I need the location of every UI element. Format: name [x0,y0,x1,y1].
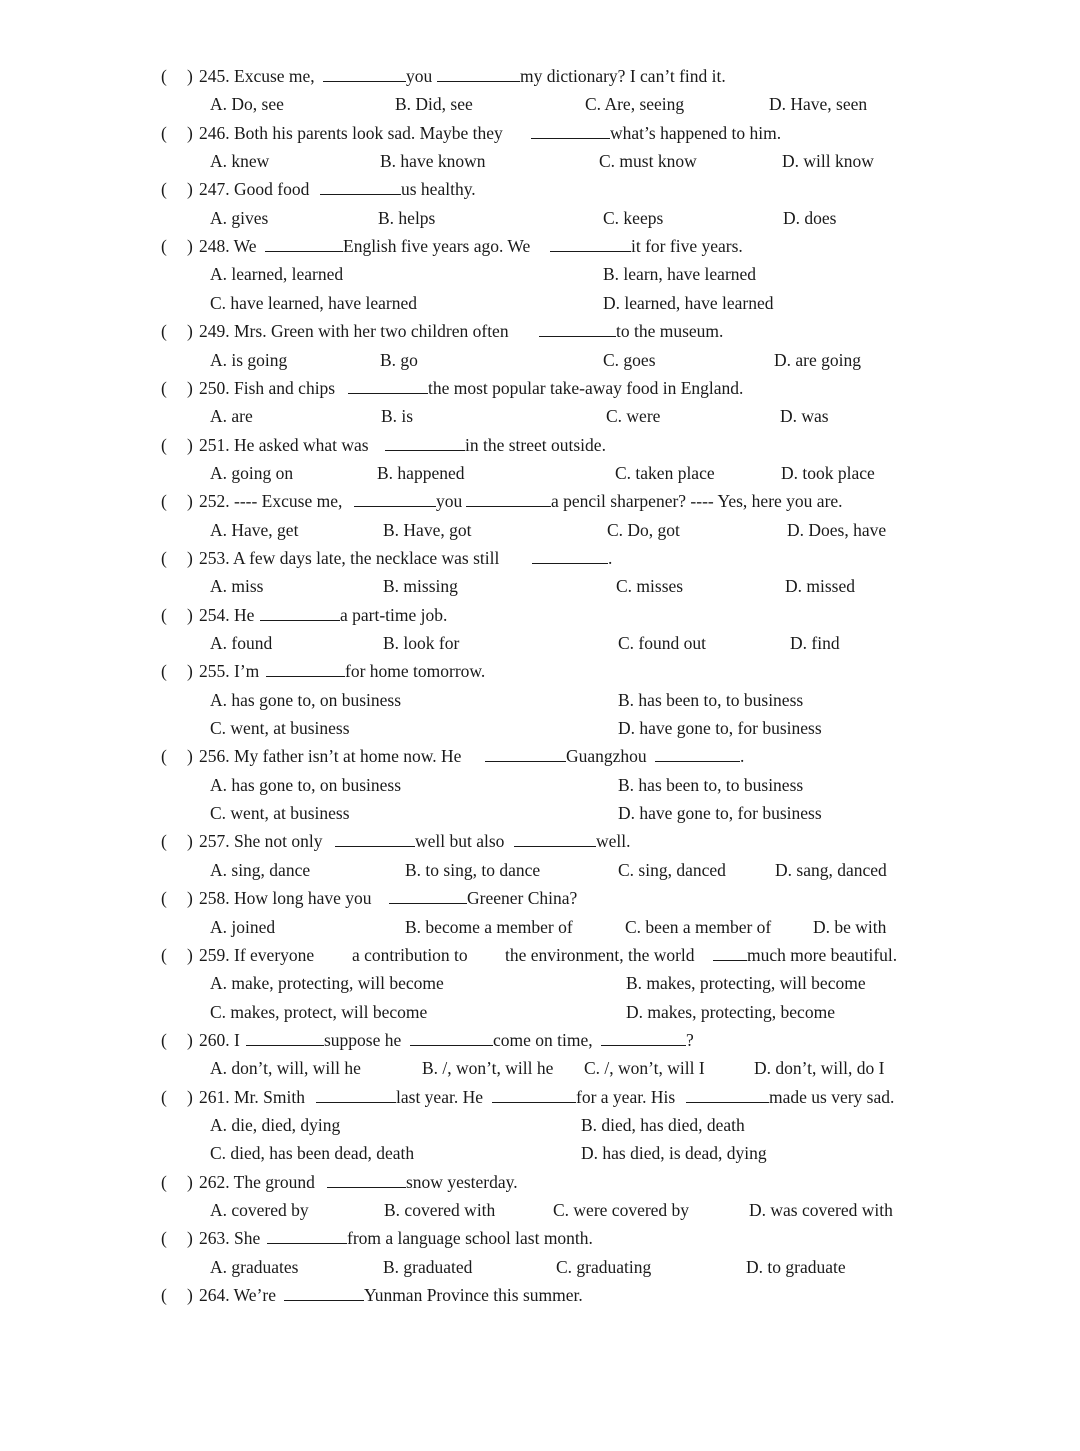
option-d[interactable]: D. has died, is dead, dying [581,1143,767,1163]
answer-paren-open[interactable]: ( [161,66,167,86]
option-a[interactable]: A. knew [210,151,270,171]
option-b[interactable]: B. learn, have learned [603,264,757,284]
question-260 [0,1026,1080,1054]
options-row [0,346,1080,374]
question-text: last year. He [396,1087,483,1107]
option-c[interactable]: C. misses [616,576,684,596]
option-c[interactable]: C. keeps [603,208,664,228]
options-row [0,402,1080,430]
question-256 [0,742,1080,770]
options-row [0,516,1080,544]
question-text: suppose he [324,1030,402,1050]
answer-paren-open[interactable]: ( [161,888,167,908]
answer-paren-open[interactable]: ( [161,378,167,398]
question-text: for a year. His [576,1087,676,1107]
question-text: 263. She [199,1228,261,1248]
options-row [0,572,1080,600]
answer-paren-close: ) [187,661,193,681]
answer-paren-open[interactable]: ( [161,179,167,199]
option-b[interactable]: B. has been to, to business [618,775,804,795]
answer-blank[interactable] [532,544,608,564]
options-row [0,1111,1080,1139]
question-text: 245. Excuse me, [199,66,315,86]
question-text: 250. Fish and chips [199,378,336,398]
question-text: well but also [415,831,505,851]
question-text: 264. We’re [199,1285,276,1305]
option-b[interactable]: B. makes, protecting, will become [626,973,866,993]
answer-paren-close: ) [187,1030,193,1050]
answer-paren-close: ) [187,548,193,568]
option-d[interactable]: D. does [783,208,837,228]
question-text: English five years ago. We [343,236,531,256]
question-text: come on time, [493,1030,593,1050]
answer-blank[interactable] [655,742,740,762]
option-d[interactable]: D. was [780,406,829,426]
options-row [0,260,1080,288]
answer-paren-open[interactable]: ( [161,491,167,511]
question-248 [0,232,1080,260]
options-row [0,969,1080,997]
option-c[interactable]: C. were covered by [553,1200,690,1220]
answer-paren-close: ) [187,378,193,398]
option-b[interactable]: B. helps [378,208,436,228]
option-c[interactable]: C. were [606,406,661,426]
question-text: a part-time job. [340,605,448,625]
option-a[interactable]: A. joined [210,917,276,937]
question-text: 253. A few days late, the necklace was still [199,548,500,568]
question-text: it for five years. [631,236,743,256]
option-d[interactable]: D. was covered with [749,1200,893,1220]
answer-paren-close: ) [187,321,193,341]
answer-paren-open[interactable]: ( [161,945,167,965]
question-text: ? [686,1030,694,1050]
option-d[interactable]: D. find [790,633,840,653]
question-text: snow yesterday. [406,1172,518,1192]
question-250 [0,374,1080,402]
options-row [0,714,1080,742]
option-d[interactable]: D. Does, have [787,520,887,540]
options-row [0,1253,1080,1281]
answer-paren-open[interactable]: ( [161,1285,167,1305]
options-row [0,147,1080,175]
answer-paren-open[interactable]: ( [161,1172,167,1192]
option-c[interactable]: C. taken place [615,463,715,483]
question-254 [0,601,1080,629]
question-text: a contribution to [352,945,468,965]
options-row [0,856,1080,884]
answer-blank[interactable] [601,1026,686,1046]
question-247 [0,175,1080,203]
question-text: 255. I’m [199,661,260,681]
option-a[interactable]: A. graduates [210,1257,299,1277]
option-a[interactable]: A. miss [210,576,264,596]
option-d[interactable]: D. sang, danced [775,860,887,880]
option-c[interactable]: C. graduating [556,1257,652,1277]
question-text: 252. ---- Excuse me, [199,491,343,511]
option-a[interactable]: A. gives [210,208,269,228]
question-text: you [436,491,463,511]
question-text: Yunman Province this summer. [364,1285,583,1305]
option-a[interactable]: A. going on [210,463,294,483]
question-261 [0,1083,1080,1111]
answer-paren-close: ) [187,945,193,965]
answer-paren-close: ) [187,831,193,851]
answer-blank[interactable] [485,742,566,762]
option-a[interactable]: A. make, protecting, will become [210,973,444,993]
question-263 [0,1224,1080,1252]
answer-blank[interactable] [514,827,596,847]
question-text: 261. Mr. Smith [199,1087,305,1107]
option-d[interactable]: D. have gone to, for business [618,718,822,738]
question-text: Greener China? [467,888,578,908]
option-d[interactable]: D. are going [774,350,861,370]
answer-blank[interactable] [466,487,551,507]
option-b[interactable]: B. become a member of [405,917,573,937]
answer-blank[interactable] [265,232,343,252]
option-a[interactable]: A. sing, dance [210,860,311,880]
option-d[interactable]: D. Have, seen [769,94,868,114]
answer-paren-open[interactable]: ( [161,1087,167,1107]
option-b[interactable]: B. Have, got [383,520,472,540]
option-a[interactable]: A. is going [210,350,288,370]
answer-blank[interactable] [686,1083,769,1103]
option-c[interactable]: C. went, at business [210,803,350,823]
answer-paren-open[interactable]: ( [161,321,167,341]
option-c[interactable]: C. must know [599,151,697,171]
option-b[interactable]: B. covered with [384,1200,496,1220]
answer-paren-close: ) [187,1228,193,1248]
option-a[interactable]: A. Do, see [210,94,284,114]
options-row [0,289,1080,317]
option-b[interactable]: B. Did, see [395,94,473,114]
options-row [0,1139,1080,1167]
option-a[interactable]: A. has gone to, on business [210,690,402,710]
answer-paren-close: ) [187,746,193,766]
answer-paren-open[interactable]: ( [161,661,167,681]
options-row [0,629,1080,657]
question-text: a pencil sharpener? ---- Yes, here you are. [551,491,843,511]
option-b[interactable]: B. go [380,350,418,370]
question-text: from a language school last month. [347,1228,593,1248]
answer-blank[interactable] [389,884,467,904]
question-text: made us very sad. [769,1087,895,1107]
options-row [0,204,1080,232]
answer-blank[interactable] [260,601,340,621]
answer-paren-open[interactable]: ( [161,1030,167,1050]
answer-paren-open[interactable]: ( [161,236,167,256]
option-a[interactable]: A. has gone to, on business [210,775,402,795]
option-c[interactable]: C. goes [603,350,656,370]
answer-blank[interactable] [335,827,415,847]
options-row [0,1054,1080,1082]
question-246 [0,119,1080,147]
answer-paren-open[interactable]: ( [161,1228,167,1248]
question-245 [0,62,1080,90]
answer-blank[interactable] [246,1026,324,1046]
option-d[interactable]: D. be with [813,917,887,937]
option-b[interactable]: B. is [381,406,414,426]
question-text: to the museum. [616,321,724,341]
option-c[interactable]: C. been a member of [625,917,772,937]
option-a[interactable]: A. covered by [210,1200,309,1220]
option-c[interactable]: C. found out [618,633,706,653]
option-d[interactable]: D. took place [781,463,875,483]
question-255 [0,657,1080,685]
answer-paren-close: ) [187,435,193,455]
answer-blank[interactable] [410,1026,493,1046]
question-text: 256. My father isn’t at home now. He [199,746,462,766]
answer-paren-open[interactable]: ( [161,746,167,766]
answer-blank[interactable] [385,431,465,451]
question-text: Guangzhou [566,746,647,766]
question-text: my dictionary? I can’t find it. [520,66,726,86]
option-a[interactable]: A. learned, learned [210,264,344,284]
options-row [0,90,1080,118]
option-b[interactable]: B. died, has died, death [581,1115,745,1135]
question-text: the most popular take-away food in England. [428,378,744,398]
question-text: well. [596,831,631,851]
options-row [0,913,1080,941]
question-264 [0,1281,1080,1309]
option-c[interactable]: C. have learned, have learned [210,293,417,313]
answer-blank[interactable] [267,1224,347,1244]
question-text: for home tomorrow. [345,661,486,681]
answer-blank[interactable] [539,317,616,337]
answer-blank[interactable] [348,374,428,394]
option-b[interactable]: B. missing [383,576,458,596]
question-253 [0,544,1080,572]
answer-blank[interactable] [320,175,401,195]
option-d[interactable]: D. makes, protecting, become [626,1002,835,1022]
question-text: 246. Both his parents look sad. Maybe they [199,123,503,143]
answer-blank[interactable] [323,62,406,82]
answer-paren-close: ) [187,605,193,625]
answer-paren-close: ) [187,123,193,143]
option-c[interactable]: C. Are, seeing [585,94,685,114]
options-row [0,459,1080,487]
option-b[interactable]: B. /, won’t, will he [422,1058,554,1078]
option-b[interactable]: B. have known [380,151,486,171]
option-d[interactable]: D. will know [782,151,874,171]
option-a[interactable]: A. are [210,406,253,426]
option-d[interactable]: D. missed [785,576,855,596]
answer-paren-close: ) [187,179,193,199]
question-text: the environment, the world [505,945,695,965]
question-251 [0,431,1080,459]
option-d[interactable]: D. have gone to, for business [618,803,822,823]
option-d[interactable]: D. learned, have learned [603,293,774,313]
options-row [0,771,1080,799]
answer-paren-close: ) [187,236,193,256]
question-text: 249. Mrs. Green with her two children often [199,321,509,341]
answer-blank[interactable] [266,657,345,677]
option-b[interactable]: B. graduated [383,1257,473,1277]
question-text: 262. The ground [199,1172,315,1192]
options-row [0,1196,1080,1224]
option-c[interactable]: C. died, has been dead, death [210,1143,415,1163]
question-text: . [608,548,613,568]
question-text: 247. Good food [199,179,310,199]
answer-paren-open[interactable]: ( [161,435,167,455]
question-249 [0,317,1080,345]
answer-blank[interactable] [316,1083,396,1103]
option-b[interactable]: B. to sing, to dance [405,860,541,880]
answer-paren-open[interactable]: ( [161,831,167,851]
question-252 [0,487,1080,515]
option-a[interactable]: A. Have, get [210,520,299,540]
question-259 [0,941,1080,969]
option-c[interactable]: C. went, at business [210,718,350,738]
answer-paren-close: ) [187,888,193,908]
option-a[interactable]: A. don’t, will, will he [210,1058,361,1078]
question-text: 254. He [199,605,255,625]
question-text: 257. She not only [199,831,323,851]
options-row [0,799,1080,827]
option-d[interactable]: D. to graduate [746,1257,846,1277]
question-text: . [740,746,745,766]
question-text: you [406,66,433,86]
answer-paren-close: ) [187,1285,193,1305]
question-text: much more beautiful. [747,945,898,965]
option-b[interactable]: B. has been to, to business [618,690,804,710]
answer-blank[interactable] [437,62,520,82]
question-257 [0,827,1080,855]
answer-paren-close: ) [187,1087,193,1107]
answer-blank[interactable] [492,1083,576,1103]
option-c[interactable]: C. Do, got [607,520,680,540]
option-c[interactable]: C. makes, protect, will become [210,1002,428,1022]
answer-paren-close: ) [187,1172,193,1192]
question-258 [0,884,1080,912]
question-text: 259. If everyone [199,945,315,965]
options-row [0,998,1080,1026]
options-row [0,686,1080,714]
answer-paren-open[interactable]: ( [161,123,167,143]
option-b[interactable]: B. look for [383,633,460,653]
question-text: 258. How long have you [199,888,372,908]
answer-blank[interactable] [327,1168,406,1188]
option-c[interactable]: C. sing, danced [618,860,726,880]
question-text: 260. I [199,1030,240,1050]
answer-blank[interactable] [713,941,747,961]
question-text: in the street outside. [465,435,606,455]
answer-blank[interactable] [354,487,436,507]
question-text: 248. We [199,236,257,256]
option-c[interactable]: C. /, won’t, will I [584,1058,705,1078]
option-b[interactable]: B. happened [377,463,465,483]
option-a[interactable]: A. found [210,633,273,653]
answer-blank[interactable] [531,119,610,139]
question-text: what’s happened to him. [610,123,782,143]
answer-paren-close: ) [187,66,193,86]
question-text: us healthy. [401,179,476,199]
option-d[interactable]: D. don’t, will, do I [754,1058,885,1078]
answer-paren-close: ) [187,491,193,511]
answer-paren-open[interactable]: ( [161,548,167,568]
answer-blank[interactable] [284,1281,364,1301]
answer-paren-open[interactable]: ( [161,605,167,625]
question-262 [0,1168,1080,1196]
option-a[interactable]: A. die, died, dying [210,1115,341,1135]
answer-blank[interactable] [550,232,631,252]
question-text: 251. He asked what was [199,435,369,455]
